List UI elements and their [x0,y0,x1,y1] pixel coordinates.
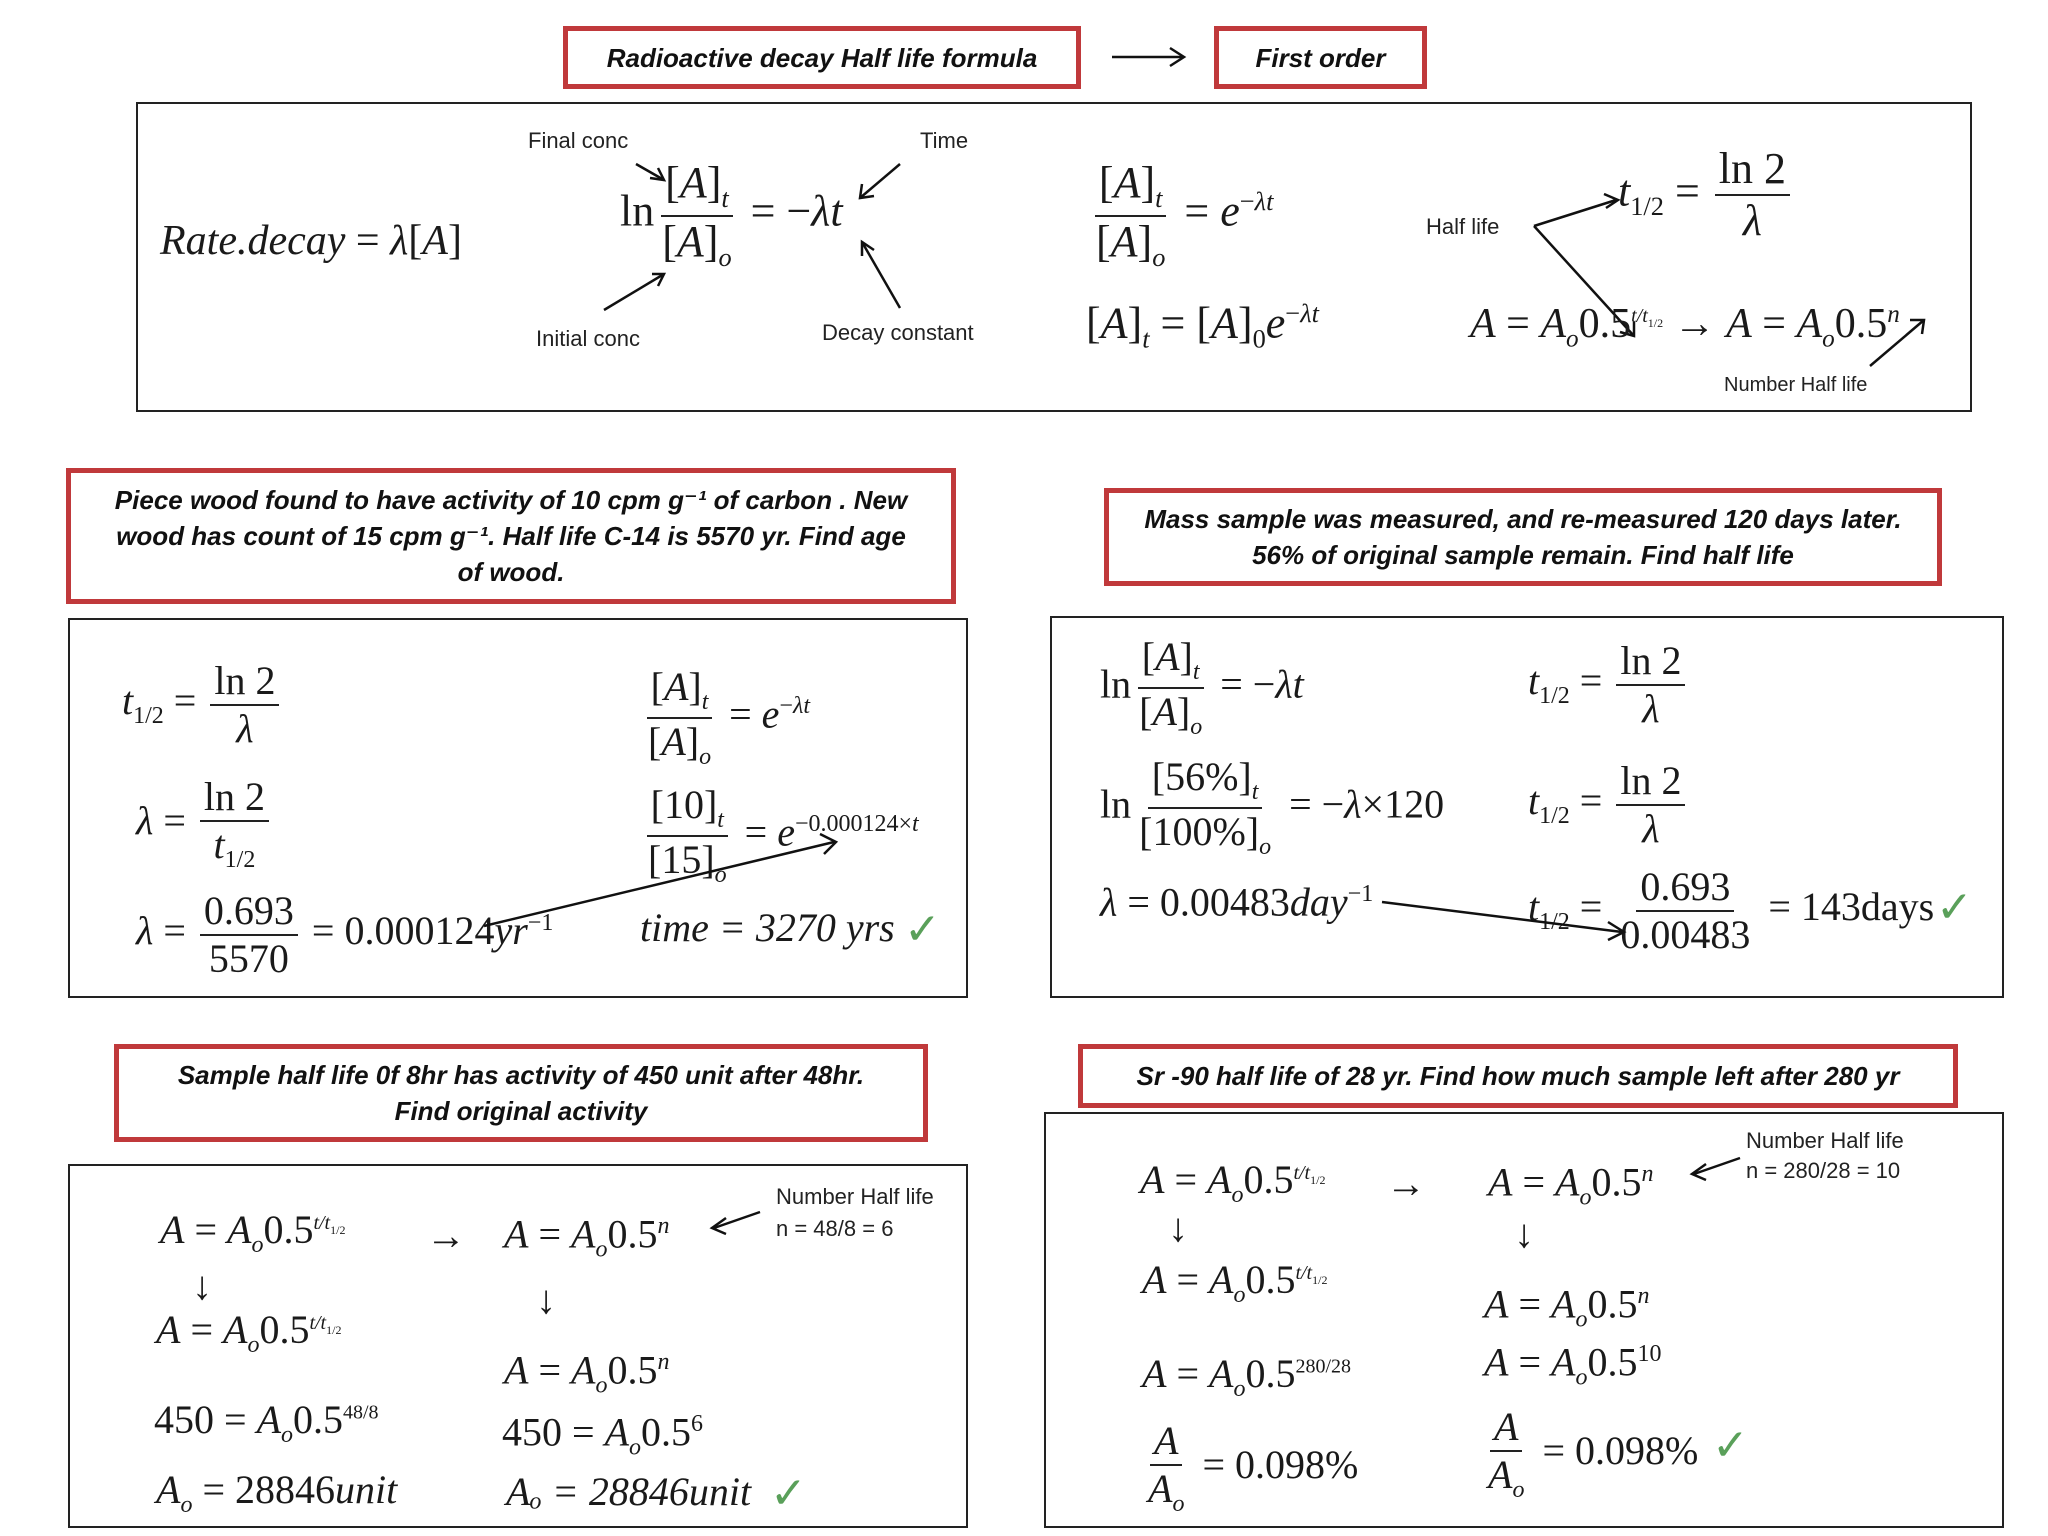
s4-ratio-left: $\frac{A}{A_o}$ = 0.098% [1148,1418,1359,1517]
s2-ln-ratio: ln $\frac{[A]_t}{[A]_o}$ = −λt [1100,634,1304,741]
s4-number-half-life-label: Number Half life [1746,1128,1904,1153]
s1-ratio-substituted: $\frac{[10]_t}{[15]_o}$ = $e^{-0.000124\times t}$ [648,782,919,889]
s4-general-repeat: $A = A_o0.5^{t/t_{1/2}}$ [1142,1257,1328,1308]
s2-link-arrow [1378,896,1638,946]
problem-3-box [114,1044,928,1142]
check-icon: ✓ [1936,882,1973,933]
ln-ratio-equation: ln $\frac{[A]_t}{[A]_o}$ = −λt [620,158,843,272]
number-half-life-equation: $A = A_o0.5^{t/t_{1/2}} \to A = A_o0.5^n$ [1470,301,1900,353]
s2-ln-substituted: ln $\frac{[56\%]_t}{[100\%]_o}$ = −λ×120 [1100,754,1445,861]
s1-link-arrow [480,830,850,940]
problem-3-text: Sample half life 0f 8hr has activity of 450 unit after 48hr. Find original activity [177,1060,865,1126]
s1-half-life: $t_{1/2}$ = $\frac{\ln 2}{\lambda}$ [122,660,283,750]
s3-n-calc: n = 48/8 = 6 [776,1216,894,1241]
problem-2-box [1104,488,1942,586]
s1-lambda-value: λ = $\frac{0.693}{5570}$ = $0.000124yr^{-1}$ [136,888,554,981]
number-half-life-label: Number Half life [1724,374,1868,396]
s3-n-form-repeat: $A = A_o0.5^n$ [504,1347,670,1399]
s1-lambda: λ = $\frac{\ln 2}{t_{1/2}}$ [136,776,273,873]
exp-ratio-equation: $\frac{[A]_t}{[A]_o}$ = $e^{-\lambda t}$ [1096,158,1274,272]
s4-down-arrow: ↓ [1168,1205,1188,1250]
s2-result: = 143days [1768,884,1935,930]
s3-down-arrow-right: ↓ [536,1277,556,1322]
s3-number-half-life-label: Number Half life [776,1184,934,1209]
s4-n-substituted: $A = A_o0.5^{10}$ [1484,1339,1662,1391]
s3-right-arrow: → [426,1213,466,1258]
s4-down-arrow-right: ↓ [1514,1211,1534,1256]
s4-general: $A = A_o0.5^{t/t_{1/2}}$ [1140,1157,1326,1208]
first-order-box [1214,26,1427,89]
header-arrow-icon [1110,42,1190,72]
number-half-life-arrow [1866,312,1936,372]
exp-equation: $[A]_t = [A]_0e^{-\lambda t}$ [1086,298,1319,354]
formula-annotation-arrows [600,150,960,320]
s3-general: $A = A_o0.5^{t/t_{1/2}}$ [160,1207,346,1258]
check-icon: ✓ [1712,1420,1749,1471]
initial-conc-label: Initial conc [536,326,640,351]
problem-4-text: Sr -90 half life of 28 yr. Find how much sample left after 280 yr [1136,1061,1900,1091]
s4-label-arrow [1686,1152,1746,1182]
s4-ratio-right: $\frac{A}{A_o}$ = 0.098% [1488,1404,1699,1503]
half-life-equation: $t_{1/2}$ = $\frac{\ln 2}{\lambda}$ [1618,146,1794,244]
half-life-label: Half life [1426,214,1500,239]
s3-result: Aₒ = 28846unit [506,1469,752,1514]
s2-half-life-repeat: $t_{1/2}$ = $\frac{\ln 2}{\lambda}$ [1528,760,1689,850]
check-icon: ✓ [904,904,941,955]
s4-n-calc: n = 280/28 = 10 [1746,1158,1901,1183]
s4-right-arrow: → [1386,1161,1426,1206]
s3-down-arrow: ↓ [192,1263,212,1308]
s4-result: = 0.098% [1542,1427,1699,1473]
s4-n-form: $A = A_o0.5^n$ [1488,1159,1654,1211]
decay-constant-label: Decay constant [822,320,974,345]
s3-label-arrow [706,1206,766,1236]
formula-title-box [563,26,1081,89]
s1-ratio: $\frac{[A]_t}{[A]_o}$ = $e^{-\lambda t}$ [648,664,811,771]
final-conc-label: Final conc [528,128,629,153]
s3-general-repeat: $A = A_o0.5^{t/t_{1/2}}$ [156,1307,342,1358]
s2-half-life-value: $t_{1/2}$ = $\frac{0.693}{0.00483}$ = 143days [1528,864,1935,957]
time-label: Time [920,128,969,153]
s3-n-substituted: $450 = A_o0.5^6$ [502,1409,703,1461]
first-order-label: First order [1255,42,1386,73]
s3-result-left: $A_o$ = 28846unit [156,1467,398,1518]
s2-half-life: $t_{1/2}$ = $\frac{\ln 2}{\lambda}$ [1528,640,1689,730]
check-icon: ✓ [770,1468,807,1519]
s3-substituted: $450 = A_o0.5^{48/8}$ [154,1397,379,1448]
s2-lambda-value: λ = 0.00483day$^{-1}$ [1100,879,1374,925]
problem-4-box [1078,1044,1958,1108]
s4-n-form-repeat: $A = A_o0.5^n$ [1484,1281,1650,1333]
problem-1-box [66,468,956,604]
problem-2-text: Mass sample was measured, and re-measured 120 days later. 56% of original sample remain. Find half life [1144,504,1902,570]
problem-1-text: Piece wood found to have activity of 10 cpm g⁻¹ of carbon . New wood has count of 15 cpm g⁻¹. Half life C-14 is 5570 yr. Find age of wood. [114,485,908,587]
s3-n-form: $A = A_o0.5^n$ [504,1211,670,1263]
s4-substituted: $A = A_o0.5^{280/28}$ [1142,1351,1351,1402]
formula-title: Radioactive decay Half life formula [606,42,1038,73]
s1-result: time = 3270 yrs [640,905,895,950]
rate-decay-equation: Rate.decay = λ[A] [160,218,462,264]
